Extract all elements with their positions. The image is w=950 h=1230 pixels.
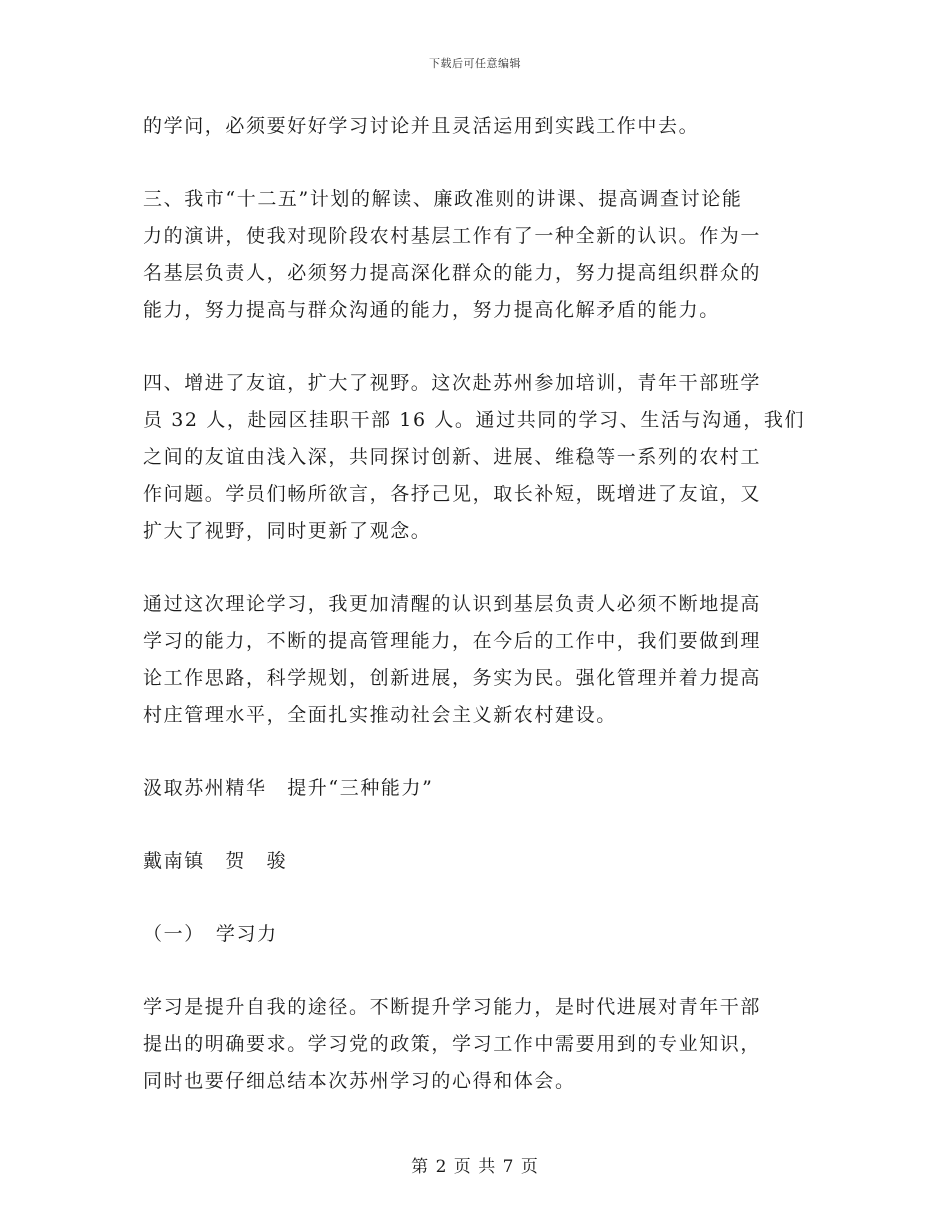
paragraph xyxy=(143,586,813,734)
paragraph-line: 村庄管理水平，全面扎实推动社会主义新农村建设。 xyxy=(143,704,617,726)
paragraph-line: 三、我市“十二五”计划的解读、廉政准则的讲课、提高调查讨论能 xyxy=(143,188,743,210)
section-title-line: 汲取苏州精华 提升“三种能力” xyxy=(143,777,434,799)
header-note: 下载后可任意编辑 xyxy=(429,57,521,70)
paragraph-line: 通过这次理论学习，我更加清醒的认识到基层负责人必须不断地提高 xyxy=(143,593,762,615)
subsection-heading xyxy=(143,916,813,953)
paragraph-line: 学习是提升自我的途径。不断提升学习能力，是时代进展对青年干部 xyxy=(143,996,762,1018)
subsection-heading-text: （一） 学习力 xyxy=(143,923,278,945)
paragraph-line: 学习的能力，不断的提高管理能力，在今后的工作中，我们要做到理 xyxy=(143,630,762,652)
page-number-footer: 第 2 页 共 7 页 xyxy=(411,1157,539,1177)
paragraph-line: 力的演讲，使我对现阶段农村基层工作有了一种全新的认识。作为一 xyxy=(143,225,762,247)
paragraph-line: 的学问，必须要好好学习讨论并且灵活运用到实践工作中去。 xyxy=(143,115,700,137)
paragraph-line: 作问题。学员们畅所欲言，各抒己见，取长补短，既增进了友谊，又 xyxy=(143,483,762,505)
paragraph-line: 提出的明确要求。学习党的政策，学习工作中需要用到的专业知识， xyxy=(143,1033,762,1055)
paragraph-line: 员 32 人，赴园区挂职干部 16 人。通过共同的学习、生活与沟通，我们 xyxy=(143,409,806,431)
paragraph-line: 能力，努力提高与群众沟通的能力，努力提高化解矛盾的能力。 xyxy=(143,299,720,321)
paragraph-line: 名基层负责人，必须努力提高深化群众的能力，努力提高组织群众的 xyxy=(143,262,762,284)
paragraph-line: 四、增进了友谊，扩大了视野。这次赴苏州参加培训，青年干部班学 xyxy=(143,372,762,394)
paragraph xyxy=(143,989,813,1100)
author-text: 戴南镇 贺 骏 xyxy=(143,850,288,872)
paragraph xyxy=(143,108,813,145)
section-title xyxy=(143,770,813,807)
paragraph-line: 扩大了视野，同时更新了观念。 xyxy=(143,520,432,542)
paragraph-line: 之间的友谊由浅入深，共同探讨创新、进展、维稳等一系列的农村工 xyxy=(143,446,762,468)
document-body xyxy=(143,108,813,1100)
paragraph xyxy=(143,181,813,329)
paragraph-line: 同时也要仔细总结本次苏州学习的心得和体会。 xyxy=(143,1070,576,1092)
paragraph xyxy=(143,365,813,550)
author-line xyxy=(143,843,813,880)
paragraph-line: 论工作思路，科学规划，创新进展，务实为民。强化管理并着力提高 xyxy=(143,667,762,689)
